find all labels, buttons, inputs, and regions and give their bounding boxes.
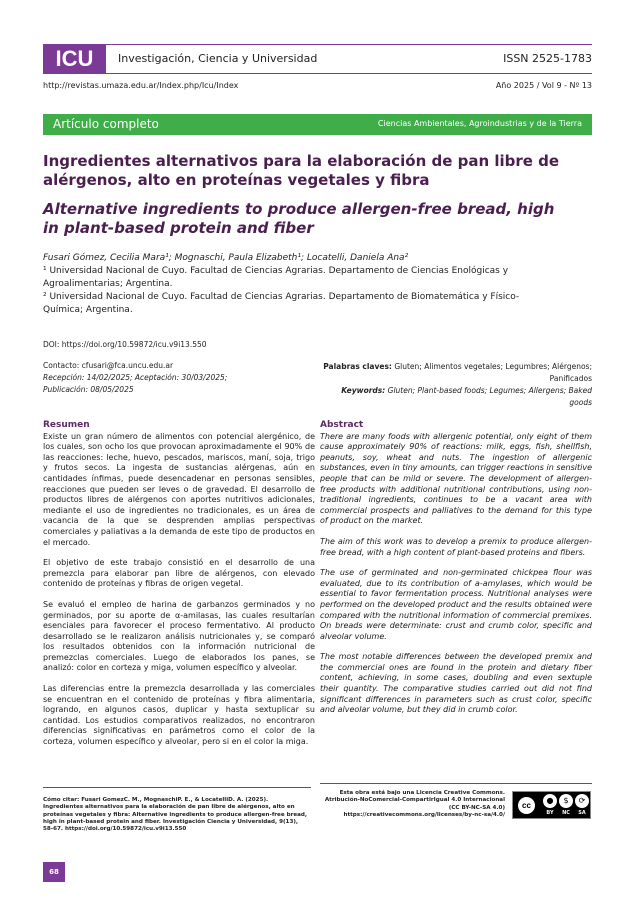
abstract-paragraph: The use of germinated and non-germinated chickpea flour was evaluated, due to its contribution of a-amylases, which would be essential to favor fermentation process. Nutritional analyses were performed on the developed product and the results obtained were compared with the nutritional information of commercial premixes. On breads were determinate: crust and crumb color, specific and alveolar volume. xyxy=(320,568,592,641)
abstract-section xyxy=(320,420,592,726)
contact-email[interactable]: Contacto: cfusari@fca.uncu.edu.ar xyxy=(43,361,174,370)
abstract-paragraph: There are many foods with allergenic potential, only eight of them cause approximately 90% of reactions: milk, eggs, fish, shellfish, peanuts, soy, wheat and nuts. The ingestion of allergenic substances, even in tiny amounts, can trigger reactions in sensitive people that can be mild or severe. The development of allergen-free products with additional nutritional contributions, using non-traditional ingredients, continues to be a vacant area with commercial prospects and palliatives to the demand for this type of product on the market. xyxy=(320,431,592,526)
affiliation-1: ¹ Universidad Nacional de Cuyo. Facultad de Ciencias Agrarias. Departamento de Ciencias Enológicas y Agroalimentarias; Argentina. xyxy=(43,266,509,289)
resumen-paragraph: Existe un gran número de alimentos con potencial alergénico, de los cuales, son ocho los que provocan aproximadamente el 90% de las reacciones: leche, huevo, pescados, mariscos, maní, soja, trigo y frutos secos. La ingesta de sustancias alérgenas, aún en cantidades ínfimas, puede desencadenar en personas sensibles, reacciones que pueden ser leves o de gravedad. El desarrollo de productos libres de alérgenos con aportes nutritivos adicionales, mediante el uso de ingredientes no tradicionales, es un área de vacancia de la que se desprenden amplias perspectivas comerciales y paliativas a la demanda de este tipo de productos en el mercado. xyxy=(43,431,315,547)
resumen-paragraph: Se evaluó el empleo de harina de garbanzos germinados y no germinados, por su aporte de α-amilasas, las cuales resultarían esenciales para favorecer el proceso fermentativo. Al producto desarrollado se le realizaron análisis nutricionales y, se comparó los resultados obtenidos con la información nutricional de premezclas comerciales. Luego de elaborados los panes, se analizó: color en corteza y miga, volumen específico y alveolar. xyxy=(43,599,315,673)
abstract-paragraph: The most notable differences between the developed premix and the commercial ones are found in the protein and dietary fiber content, achieving, in some cases, doubling and even sextuple their quantity. The comparative studies carried out did not find significant differences in parameters such as crust color, specific and alveolar volume, but they did in crumb color. xyxy=(320,652,592,715)
title-english: Alternative ingredients to produce allergen-free bread, high in plant-based protein and fiber xyxy=(43,200,555,237)
title-spanish: Ingredientes alternativos para la elaboración de pan libre de alérgenos, alto en proteínas vegetales y fibra xyxy=(43,152,560,189)
keywords-en-values: Gluten; Plant-based foods; Legumes; Allergens; Baked goods xyxy=(385,386,592,407)
footer-divider-left xyxy=(43,787,311,788)
noncommercial-icon: $ xyxy=(559,794,573,808)
header-divider-top xyxy=(106,44,592,45)
license-line: Esta obra está bajo una Licencia Creative Commons. xyxy=(339,790,505,796)
journal-header xyxy=(43,44,592,74)
cc-icon: cc xyxy=(516,795,537,816)
by-label: BY xyxy=(546,810,554,816)
journal-logo: ICU xyxy=(43,44,106,74)
sa-label: SA xyxy=(578,810,586,816)
abstract-paragraph: The aim of this work was to develop a premix to produce allergen-free bread, with a high content of plant-based proteins and fibers. xyxy=(320,536,592,557)
keywords-spanish xyxy=(318,361,592,385)
footer-divider-right xyxy=(320,783,592,784)
authors-block xyxy=(43,252,543,317)
issue-info: Año 2025 / Vol 9 - Nº 13 xyxy=(495,81,592,90)
resumen-heading: Resumen xyxy=(43,420,90,430)
license-line: Atribución-NoComercial-CompartirIgual 4.0 Internacional xyxy=(324,797,505,804)
keywords-es-label: Palabras claves: xyxy=(323,362,392,371)
subject-area: Ciencias Ambientales, Agroindustrias y de la Tierra xyxy=(377,119,582,128)
keywords-en-label: Keywords: xyxy=(341,386,386,395)
page-number: 68 xyxy=(43,862,65,882)
keywords-es-values: Gluten; Alimentos vegetales; Legumbres; Alérgenos; Panificados xyxy=(391,362,592,383)
article-type: Artículo completo xyxy=(53,117,159,131)
author-names: Fusari Gómez, Cecilia Mara¹; Mognaschi, Paula Elizabeth¹; Locatelli, Daniela Ana² xyxy=(43,253,409,263)
sharealike-icon: ⟳ xyxy=(575,794,589,808)
license-line: (CC BY-NC-SA 4.0) xyxy=(448,804,505,811)
resumen-paragraph: Las diferencias entre la premezcla desarrollada y las comerciales se encuentran en el contenido de proteínas y fibra alimentaria, logrando, en algunos casos, duplicar y hasta sextuplicar su cantidad. Los estudios comparativos realizados, no encontraron diferencias significativas en parámetros como el color de la corteza, volumen específico y alveolar, pero si en el color la miga. xyxy=(43,684,315,747)
affiliation-2: ² Universidad Nacional de Cuyo. Facultad de Ciencias Agrarias. Departamento de Biomatemática y Físico-Química; Argentina. xyxy=(43,292,520,315)
header-divider-bottom xyxy=(43,73,592,74)
by-attribution-icon: ● xyxy=(543,794,557,808)
resumen-paragraph: El objetivo de este trabajo consistió en el desarrollo de una premezcla para elaborar pan libre de alérgenos, con elevado contenido de proteínas y fibras de origen vegetal. xyxy=(43,558,315,589)
keywords-english xyxy=(318,385,592,409)
section-bar xyxy=(43,114,592,135)
citation: Cómo citar: Fusari GomezC. M., MognaschiP. E., & LocatelliD. A. (2025). Ingredientes alternativos para la elaboración de pan libre de alérgenos, alto en proteínas vegetales y fibra: Alternative ingredients to produce allergen-free bread, high in plant-based protein and fiber. Investigación Ciencia y Universidad, 9(13), 58-67. https://doi.org/10.59872/icu.v9i13.550 xyxy=(43,797,308,833)
dates: Recepción: 14/02/2025; Aceptación: 30/03/2025; xyxy=(43,373,228,382)
doi-link[interactable]: DOI: https://doi.org/10.59872/icu.v9i13.550 xyxy=(43,340,207,349)
license-url-link[interactable]: https://creativecommons.org/licenses/by-nc-sa/4.0/ xyxy=(343,811,505,818)
article-meta xyxy=(43,339,303,396)
publication-date: Publicación: 08/05/2025 xyxy=(43,385,134,394)
abstract-heading: Abstract xyxy=(320,420,364,430)
resumen-section xyxy=(43,420,315,758)
license-text xyxy=(320,790,505,819)
journal-name: Investigación, Ciencia y Universidad xyxy=(118,52,318,65)
cc-license-badge[interactable] xyxy=(512,791,591,819)
nc-label: NC xyxy=(562,810,570,816)
journal-url-link[interactable]: http://revistas.umaza.edu.ar/Index.php/Icu/Index xyxy=(43,81,239,90)
keywords-block xyxy=(318,361,592,409)
issn: ISSN 2525-1783 xyxy=(503,52,592,65)
